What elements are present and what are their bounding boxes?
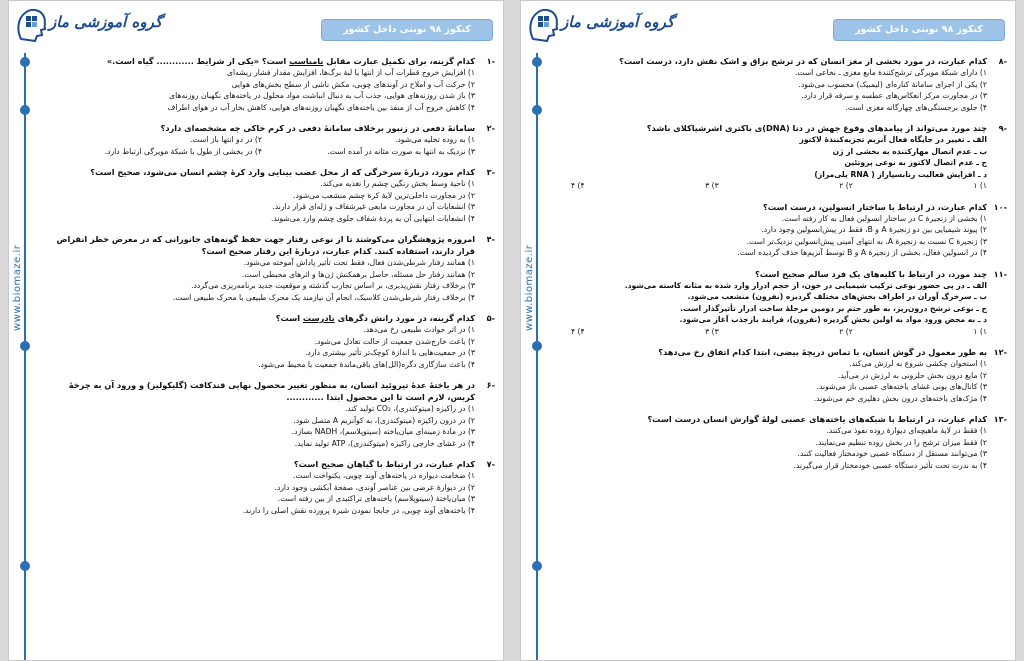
question-number: -۱۱ — [993, 268, 1007, 279]
rail-dot — [20, 105, 30, 115]
answer-option: ۳) در جمعیت‌هایی با اندازهٔ کوچک‌تر تأثیر بیشتری دارد. — [305, 348, 475, 357]
answer-option: ۱) ۱ — [973, 326, 987, 336]
question-list — [49, 55, 495, 660]
answer-option: ۲) در دو انتها باز است. — [190, 135, 262, 144]
question-list — [561, 55, 1007, 660]
question-item — [49, 122, 495, 157]
question-text: کدام مورد، دربارهٔ سرخرگی که از محل عصب بینایی وارد کرهٔ چشم انسان می‌شود، صحیح است؟ — [90, 167, 475, 177]
answer-option: ۴) در انسولین فعال، بخشی از زنجیرهٔ A و B توسط آنزیم‌ها حذف گردیده است. — [737, 248, 987, 257]
answer-option: ۲) همانند رفتار حل مسئله، حاصل برهمکنش ژن‌ها و اثرهای محیطی است. — [241, 269, 475, 279]
question-text: چند مورد می‌تواند از پیامدهای وقوع جهش در دنا (DNA)ی باکتری اشرشیاکلای باشد؟ — [646, 123, 987, 133]
answer-option: ۲) حرکت آب و املاح در آوندهای چوبی، مکش ناشی از سطح بخش‌های هوایی — [231, 79, 475, 89]
answer-option: ۴) مژک‌های یاخته‌های درون بخش دهلیزی خم می‌شوند. — [813, 393, 987, 403]
answer-option: ۱) ۱ — [973, 181, 987, 190]
head-logo-icon — [15, 5, 47, 43]
answer-option: ۲) در درون راکیزه (میتوکندری)، به کوآنزیم A متصل شود. — [293, 415, 475, 425]
answer-option: ۲) در مجاورت داخلی‌ترین لایهٔ کرهٔ چشم منشعب می‌شود. — [293, 190, 475, 200]
question-item — [49, 458, 495, 516]
question-number: -۱۰ — [993, 201, 1007, 212]
answer-option: ۴) ۴ — [571, 326, 585, 336]
answer-option: ۴) جلوی برجستگی‌های چهارگانه مغزی است. — [845, 102, 987, 112]
answer-option: ۱) ناحیهٔ وسط بخش رنگین چشم را تغذیه می‌کند. — [320, 179, 475, 188]
statement-item: الف ـ تغییر در جایگاه فعال آنزیم تجزیه‌کنندهٔ لاکتوز — [799, 135, 987, 144]
question-item — [49, 55, 495, 113]
answer-option: ۴) ۴ — [571, 181, 585, 190]
question-number: -۴ — [486, 234, 495, 244]
answer-option: ۴) یاخته‌های آوند چوبی، در جابجا نمودن شیرهٔ پرورده نقش اصلی را دارند. — [242, 505, 475, 515]
question-text: کدام عبارت، در ارتباط با ساختار انسولین، درست است؟ — [762, 201, 987, 212]
site-watermark: www.biomaze.ir — [524, 244, 535, 331]
question-item — [561, 122, 1007, 192]
question-number: -۸ — [998, 56, 1007, 66]
page-left — [8, 0, 504, 661]
logo-text: گروه آموزشی ماز — [49, 13, 163, 31]
question-number: -۲ — [486, 123, 495, 133]
question-item — [561, 268, 1007, 338]
answer-option: ۱) استخوان چکشی شروع به لرزش می‌کند. — [849, 359, 987, 368]
answer-option: ۲) در دیوارهٔ عرضی بین عناصر آوندی، صفحهٔ آبکشی وجود دارد. — [274, 482, 475, 492]
answer-option: ۲) ۲ — [839, 326, 853, 336]
question-number: -۵ — [486, 313, 495, 323]
question-number: -۶ — [486, 380, 495, 390]
answer-option: ۳) می‌توانند مستقل از دستگاه عصبی خودمختار فعالیت کنند. — [797, 449, 987, 458]
question-number: -۱ — [486, 56, 495, 66]
answer-option: ۳) در مادهٔ زمینه‌ای میان‌یاخته (سیتوپلاسم)، NADH بسازد. — [291, 427, 475, 436]
statement-item: ج ـ نوعی ترشح درون‌ریز، به طور حتم بر دومین مرحلهٔ ساخت ادرار تأثیرگذار است. — [680, 303, 987, 313]
exam-banner: کنکور ۹۸ نوبتی داخل کشور (زیست‌شناسی) — [321, 19, 493, 41]
question-number: -۷ — [486, 459, 495, 469]
brand-logo — [527, 5, 687, 47]
question-item — [561, 55, 1007, 113]
logo-text: گروه آموزشی ماز — [561, 13, 675, 31]
answer-option: ۱) ضخامت دیواره در یاخته‌های آوند چوبی، یکنواخت است. — [292, 471, 475, 480]
question-item — [561, 413, 1007, 471]
answer-option: ۴) به ندرت تحت تأثیر دستگاه عصبی خودمختار قرار می‌گیرند. — [793, 460, 987, 470]
answer-option: ۳) نزدیک به انتها به صورت مثانه در آمده است. — [327, 146, 475, 156]
exam-banner: کنکور ۹۸ نوبتی داخل کشور (زیست‌شناسی) — [833, 19, 1005, 41]
question-number: -۱۳ — [993, 414, 1007, 424]
answer-option: ۱) به روده تخلیه می‌شود. — [395, 135, 475, 144]
question-text: سامانهٔ دفعی در زنبور برخلاف سامانهٔ دفعی در کرم خاکی چه مشخصه‌ای دارد؟ — [160, 123, 475, 133]
question-text: کدام عبارت، در مورد بخشی از مغز انسان که در ترشح بزاق و اشک نقش دارد، درست است؟ — [619, 56, 987, 66]
question-text: کدام عبارت، در ارتباط با شبکه‌های یاخته‌های عصبی لولهٔ گوارش انسان درست است؟ — [647, 414, 987, 424]
statement-item: ب ـ عدم اتصال مهارکننده به بخشی از ژن — [832, 146, 987, 156]
head-logo-icon — [527, 5, 559, 43]
answer-option: ۳) زنجیرهٔ C نسبت به زنجیرهٔ A، به انتهای آمینی پیش‌انسولین نزدیک‌تر است. — [746, 236, 987, 246]
answer-option: ۳) میان‌یاختهٔ (سیتوپلاسم) یاخته‌های تراکئیدی از بین رفته است. — [277, 494, 475, 503]
question-number: -۹ — [998, 123, 1007, 133]
question-item — [49, 379, 495, 449]
answer-option: ۱) افزایش خروج قطرات آب از انتها یا لبهٔ برگ‌ها، افزایش مقدار فشار ریشه‌ای — [227, 68, 475, 77]
answer-option: ۳) انشعابات آن در مجاورت مایعی غیرشفاف و ژله‌ای قرار دارند. — [272, 202, 475, 211]
site-watermark: www.biomaze.ir — [12, 244, 23, 331]
answer-option: ۳) ۳ — [705, 181, 719, 190]
answer-option: ۳) ۳ — [705, 326, 719, 336]
answer-option: ۴) برخلاف رفتار شرطی‌شدن کلاسیک، انجام آن نیازمند یک محرک طبیعی با محرک طبیعی است. — [172, 292, 475, 302]
rail-dot — [532, 105, 542, 115]
answer-option: ۲) پیوند شیمیایی بین دو زنجیرهٔ A و B، فقط در پیش‌انسولین وجود دارد. — [761, 225, 987, 234]
brand-logo — [15, 5, 175, 47]
rail-dot — [532, 57, 542, 67]
question-text: کدام گزینه، در مورد رانش دگرهای نادرست است؟ — [275, 313, 475, 323]
answer-option: ۲) باعث خارج‌شدن جمعیت از حالت تعادل می‌شود. — [314, 336, 475, 346]
answer-option: ۲) یکی از اجزای سامانهٔ کناره‌ای (لیمبیک) محسوب می‌شود. — [798, 79, 987, 89]
answer-option: ۲) مایع درون بخش حلزونی به لرزش در می‌آید. — [837, 370, 987, 380]
question-text: چند مورد، در ارتباط با کلیه‌های یک فرد سالم صحیح است؟ — [754, 268, 987, 279]
rail-dot — [20, 561, 30, 571]
answer-option: ۴) باعث سازگاری دگره(الل)های باقی‌ماندهٔ جمعیت با محیط می‌شود. — [258, 359, 475, 369]
answer-option: ۴) انشعابات انتهایی آن به پردهٔ شفاف جلوی چشم وارد می‌شوند. — [270, 213, 475, 223]
question-item — [561, 346, 1007, 404]
statement-item: د ـ افزایش فعالیت رنابسپاراز ( RNA پلی‌مراز) — [814, 169, 987, 179]
question-text: به طور معمول در گوش انسان، با تماس دریچهٔ بیضی، ابتدا کدام اتفاق رخ می‌دهد؟ — [658, 347, 987, 357]
answer-option: ۱) بخشی از زنجیرهٔ C در ساختار انسولین فعال به کار رفته است. — [781, 213, 987, 223]
statement-item: ج ـ عدم اتصال لاکتوز به نوعی پروتئین — [844, 158, 987, 167]
answer-option: ۳) باز شدن روزنه‌های هوایی، جذب آب به دنبال انباشت مواد محلول در یاخته‌های نگهبان روزنه‌های — [169, 91, 475, 100]
answer-option: ۱) دارای شبکهٔ مویرگی ترشح‌کنندهٔ مایع مغزی ـ نخاعی است. — [794, 68, 987, 77]
answer-option: ۱) فقط در لایهٔ ماهیچه‌ای دیوارهٔ روده نفوذ می‌کنند. — [826, 426, 987, 435]
side-rail — [521, 1, 555, 661]
question-item — [561, 201, 1007, 259]
side-rail — [9, 1, 43, 661]
answer-option: ۱) در راکیزه (میتوکندری)، CO₂ تولید کند. — [344, 404, 475, 413]
answer-option: ۱) همانند رفتار شرطی‌شدن فعال، فقط تحت تأثیر پاداش آموخته می‌شود. — [243, 258, 475, 267]
question-number: -۱۲ — [993, 347, 1007, 357]
answer-option: ۲) فقط میزان ترشح را در بخش روده تنظیم می‌نمایند. — [815, 437, 987, 447]
statement-item: الف ـ در پی حضور نوعی ترکیب شیمیایی در خون، از حجم ادرار وارد شده به مثانه کاسته می‌شود. — [624, 280, 987, 290]
answer-option: ۳) برخلاف رفتار نقش‌پذیری، بر اساس تجارب گذشته و موقعیت جدید برنامه‌ریزی می‌گردد. — [191, 281, 475, 290]
answer-option: ۲) ۲ — [839, 181, 853, 190]
rail-dot — [20, 341, 30, 351]
question-item — [49, 233, 495, 303]
page-right — [520, 0, 1016, 661]
answer-option: ۴) در بخشی از طول با شبکهٔ مویرگی ارتباط دارد. — [104, 146, 262, 156]
answer-option: ۳) کانال‌های یونی غشای یاخته‌های عصبی باز می‌شوند. — [816, 382, 987, 391]
answer-option: ۳) در مجاورت مرکز انعکاس‌های عطسه و سرفه قرار دارد. — [801, 91, 987, 100]
question-text: در هر یاختهٔ عدهٔ تیروئید انسان، به منظور تغییر محصول نهایی قندکافت (گلیکولیز) و ورود آن به چرخهٔ کربس، لازم است تا این محصول ابتدا ............ — [68, 380, 475, 402]
question-number: -۳ — [486, 167, 495, 177]
question-text: امروزه پژوهشگران می‌کوشند تا از نوعی رفتار جهت حفظ گونه‌های جانورانی که در معرض خطر انقراض قرار دارند، استفاده کنند. کدام عبارت، دربارهٔ این رفتار صحیح است؟ — [56, 234, 475, 256]
question-text: کدام عبارت، در ارتباط با گیاهان صحیح است؟ — [293, 459, 475, 469]
question-item — [49, 166, 495, 224]
question-text: کدام گزینه، برای تکمیل عبارت مقابل نامناسب است؟ «یکی از شرایط ............ گیاه است.» — [106, 56, 475, 66]
statement-item: ب ـ سرخرگ آوران در اطراف بخش‌های مختلف گردیزه (نفرون) منشعب می‌شود. — [687, 292, 987, 301]
rail-dot — [532, 341, 542, 351]
question-item — [49, 312, 495, 370]
rail-dot — [20, 57, 30, 67]
answer-option: ۴) کاهش خروج آب از منفذ بین یاخته‌های نگهبان روزنه‌های هوایی، کاهش بخار آب در هوای اطراف — [167, 102, 475, 112]
statement-item: د ـ به محض ورود مواد به اولین بخش گردیزه (نفرون)، فرایند بازجذب آغاز می‌شود. — [679, 315, 987, 324]
rail-dot — [532, 561, 542, 571]
answer-option: ۱) در اثر حوادث طبیعی رخ می‌دهد. — [363, 325, 475, 334]
answer-option: ۴) در غشای خارجی راکیزه (میتوکندری)، ATP تولید نماید. — [294, 438, 475, 448]
